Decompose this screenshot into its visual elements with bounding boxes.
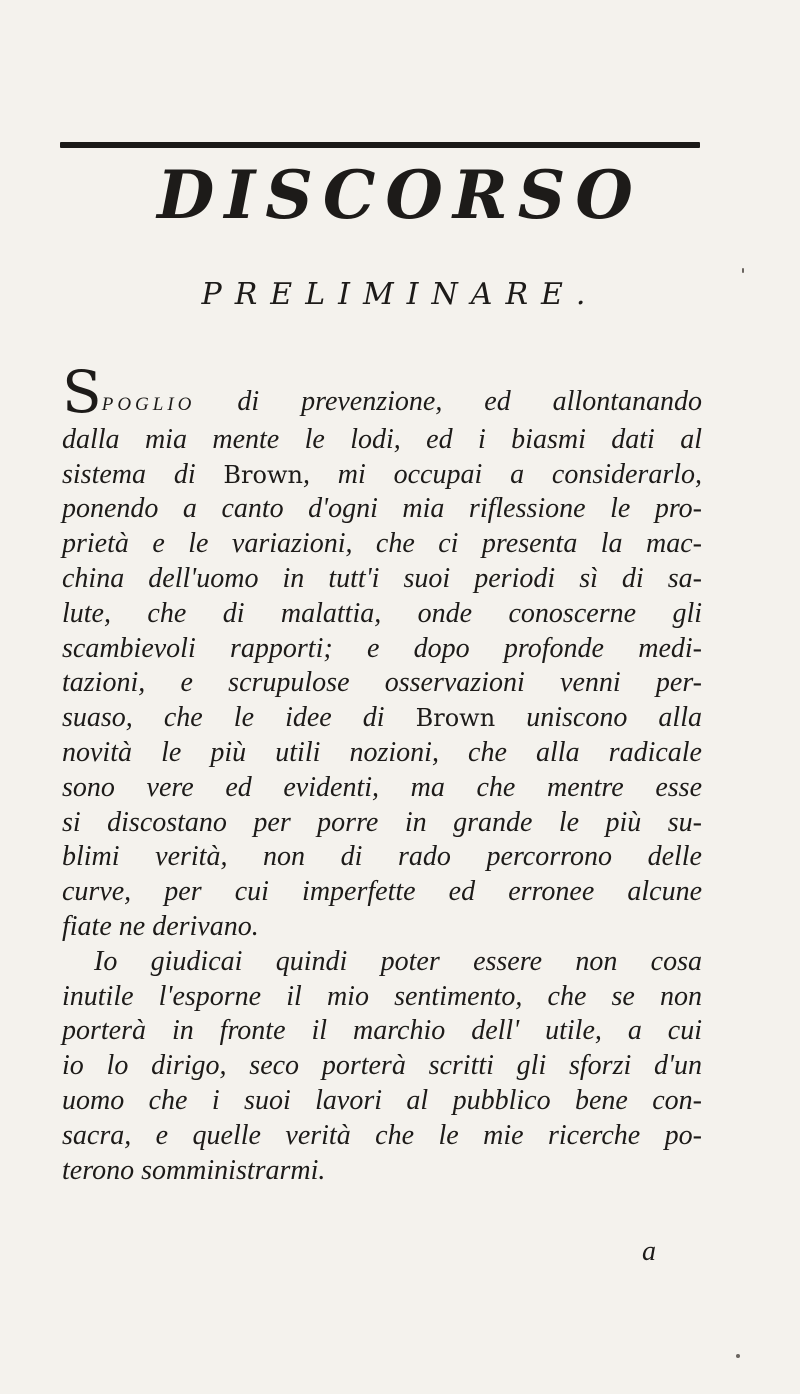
body-text: [62, 358, 702, 1188]
text-line: si discostano per porre in grande le più su-: [62, 806, 702, 838]
text-line: dalla mia mente le lodi, ed i biasmi dati al: [62, 423, 702, 455]
proper-name: Brown: [415, 704, 496, 733]
drop-cap: S: [62, 358, 102, 426]
text-line: Io giudicai quindi poter essere non cosa: [94, 945, 702, 977]
text-line: SPOGLIO di prevenzione, ed allontanando: [62, 358, 702, 426]
text-line: inutile l'esporne il mio sentimento, che se non: [62, 980, 702, 1012]
text-line: tazioni, e scrupulose osservazioni venni per-: [62, 667, 702, 699]
text-line: prietà e le variazioni, che ci presenta la mac-: [62, 528, 702, 560]
text-line: scambievoli rapporti; e dopo profonde medi-: [62, 632, 702, 664]
proper-name: Brown: [223, 460, 303, 489]
text-line: fiate ne derivano.: [62, 910, 259, 942]
text-line: sistema di Brown, mi occupai a considerarlo,: [62, 458, 702, 490]
paper-speck: [742, 268, 744, 273]
page-subtitle: PRELIMINARE.: [201, 277, 599, 312]
header-rule: [60, 142, 700, 148]
text-line: lute, che di malattia, onde conoscerne gli: [62, 597, 702, 629]
text-line: terono somministrarmi.: [62, 1154, 326, 1186]
text-line: novità le più utili nozioni, che alla radicale: [62, 736, 702, 768]
page-title: DISCORSO: [157, 156, 643, 234]
text-line: suaso, che le idee di Brown uniscono alla: [62, 702, 702, 734]
text-line: curve, per cui imperfette ed erronee alcune: [62, 876, 702, 908]
text-line: sono vere ed evidenti, ma che mentre esse: [62, 771, 702, 803]
text-line: sacra, e quelle verità che le mie ricerche po-: [62, 1119, 702, 1151]
catchword: a: [642, 1236, 656, 1267]
text-line: ponendo a canto d'ogni mia riflessione le pro-: [62, 493, 702, 525]
text-line: blimi verità, non di rado percorrono delle: [62, 841, 702, 873]
small-caps-word: POGLIO: [101, 394, 196, 415]
text-line: io lo dirigo, seco porterà scritti gli sforzi d'un: [62, 1050, 702, 1082]
text-line: porterà in fronte il marchio dell' utile, a cui: [62, 1015, 702, 1047]
text-line: uomo che i suoi lavori al pubblico bene con-: [62, 1084, 702, 1116]
text-line: china dell'uomo in tutt'i suoi periodi sì di sa-: [62, 562, 702, 594]
paper-speck: [736, 1354, 740, 1358]
